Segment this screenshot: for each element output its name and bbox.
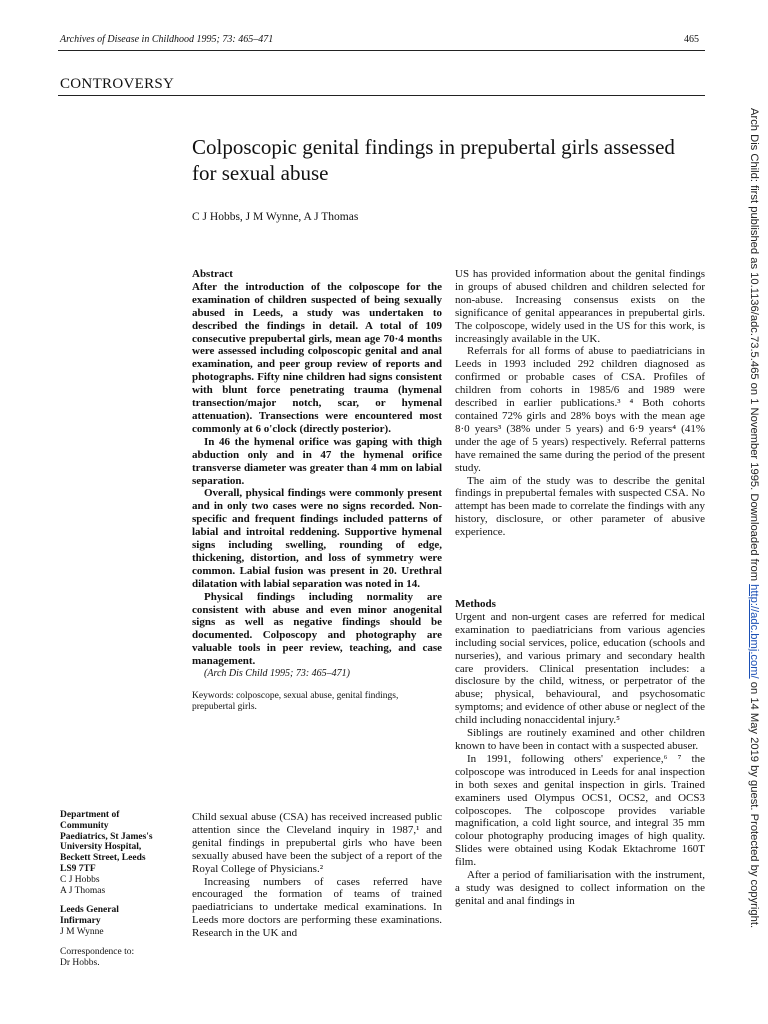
abstract-paragraph: After the introduction of the colposcope for the examination of children suspected of being sexually abused in Leeds, a study was undertaken to described the findings in detail. A total of 109 consecutive prepubertal girls, mean age 70·4 months were assessed including colposcopic genital and anal examination, and peer group review of reports and photographs. Fifty nine children had signs consistent with blunt force penetrating trauma (hymenal transection/major notch, scar, or hymenal attenuation). Transections were encountered most commonly at 6 o'clock (directly posterior). [192, 280, 442, 435]
methods-section [455, 598, 705, 908]
sidebar-text: Arch Dis Child: first published as 10.1136/adc.73.5.465 on 1 November 1995. Downloaded from [748, 108, 760, 585]
copyright-sidebar [748, 108, 760, 928]
introduction-left [192, 811, 442, 940]
affiliation-person: A J Thomas [60, 885, 106, 896]
abstract [192, 268, 442, 713]
affiliations [60, 810, 182, 968]
intro-paragraph: Increasing numbers of cases referred have encouraged the formation of teams of trained paediatricians to undertake medical examinations. In Leeds more doctors are performing these examinations. Research in the UK and [192, 875, 442, 940]
intro-paragraph: The aim of the study was to describe the genital findings in prepubertal females with suspected CSA. No attempt has been made to correlate the findings with any history, disclosure, or other parameter of abusive experience. [455, 474, 705, 539]
methods-heading: Methods [455, 598, 496, 610]
keywords-text: Keywords: colposcope, sexual abuse, genital findings, prepubertal girls. [192, 691, 399, 712]
affiliation-line: Paediatrics, St James's [60, 831, 153, 842]
affiliation-line: Leeds General [60, 905, 119, 916]
sidebar-text: on 14 May 2019 by guest. Protected by copyright. [748, 678, 760, 929]
affiliation-line: LS9 7TF [60, 863, 96, 874]
abstract-paragraph: In 46 the hymenal orifice was gaping with thigh abduction only and in 47 the hymenal orifice transverse diameter was greater than 4 mm on labial separation. [192, 435, 442, 487]
article-authors: C J Hobbs, J M Wynne, A J Thomas [192, 211, 359, 223]
affiliation-line: University Hospital, [60, 842, 142, 853]
correspondence-line: Correspondence to: [60, 946, 135, 957]
affiliation-line: Beckett Street, Leeds [60, 853, 146, 864]
section-rule [58, 95, 705, 96]
methods-paragraph: Urgent and non-urgent cases are referred for medical examination to paediatricians from various agencies including social services, police, education (schools and nurseries), and various primary and secondary health care providers. Clinical presentation includes: a disclosure by the child, witness, or perpetrator of the abuse; physical, behavioural, and psychosomatic symptoms; and evidence of other abuse or neglect of the child including nonaccidental injury.⁵ [455, 610, 705, 727]
affiliation-line: Department of [60, 810, 120, 820]
abstract-citation [192, 668, 442, 681]
affiliation-line: Community [60, 820, 109, 831]
article-title: Colposcopic genital findings in prepubertal girls assessed for sexual abuse [192, 135, 675, 185]
page-number: 465 [684, 34, 699, 45]
keywords [192, 691, 442, 713]
methods-paragraph: In 1991, following others' experience,⁶ ⁷ the colposcope was introduced in Leeds for anal inspection in both sexes and genital inspection in girls. Trained examiners used Olympus OCS1, OCS2, and OCS3 colposcopes. The colposcope provides variable magnification, a cold light source, and integral 35 mm colour photography producing images of high quality. Slides were obtained using Kodak Ektachrome 160T film. [455, 752, 705, 869]
affiliation-person: J M Wynne [60, 926, 104, 937]
intro-paragraph: Child sexual abuse (CSA) has received increased public attention since the Cleveland inquiry in 1987,¹ and genital findings in prepubertal girls who have been sexually abused have been the subject of a report of the Royal College of Physicians.² [192, 811, 442, 875]
header-rule [58, 50, 705, 51]
abstract-heading: Abstract [192, 268, 233, 280]
affiliation-person: C J Hobbs [60, 874, 100, 885]
intro-paragraph: US has provided information about the genital findings in groups of abused children and children selected for non-abuse. Increasing consensus exists on the significance of genital appearances in prepubertal girls. The colposcope, widely used in the US for this work, is increasingly available in the UK. [455, 268, 705, 345]
introduction-right [455, 268, 705, 539]
abstract-paragraph: Overall, physical findings were commonly present and in only two cases were no signs recorded. Non-specific and frequent findings included patterns of labial and introital reddening. Supportive hymenal signs including swelling, rounding of edge, thickening, distortion, and loss of symmetry were common. Labial fusion was present in 20. Urethral dilatation with labial separation was noted in 14. [192, 487, 442, 590]
methods-paragraph: After a period of familiarisation with the instrument, a study was designed to collect information on the genital and anal findings in [455, 869, 705, 907]
affiliation-line: Infirmary [60, 916, 101, 927]
intro-paragraph: Referrals for all forms of abuse to paediatricians in Leeds in 1993 included 292 children diagnosed as confirmed or probable cases of CSA. Profiles of children from cohorts in 1985/6 and 1989 were described in earlier publications.³ ⁴ Both cohorts contained 72% girls and 28% boys with the mean age 8·0 years³ (38% under 5 years) and 6·9 years⁴ (41% under the age of 5 years) respectively. Referral patterns have remained the same during the period of the present study. [455, 345, 705, 474]
methods-paragraph: Siblings are routinely examined and other children known to have been in contact with a suspected abuser. [455, 727, 705, 752]
section-label: CONTROVERSY [60, 76, 175, 92]
journal-link[interactable]: http://adc.bmj.com/ [748, 584, 760, 679]
citation-text: (Arch Dis Child 1995; 73: 465–471) [204, 668, 351, 680]
correspondence-line: Dr Hobbs. [60, 957, 100, 968]
abstract-paragraph: Physical findings including normality are consistent with abuse and even minor anogenital signs as well as negative findings should be documented. Colposcopy and photography are valuable tools in peer review, teaching, and case management. [192, 590, 442, 668]
journal-citation: Archives of Disease in Childhood 1995; 73: 465–471 [60, 34, 274, 45]
